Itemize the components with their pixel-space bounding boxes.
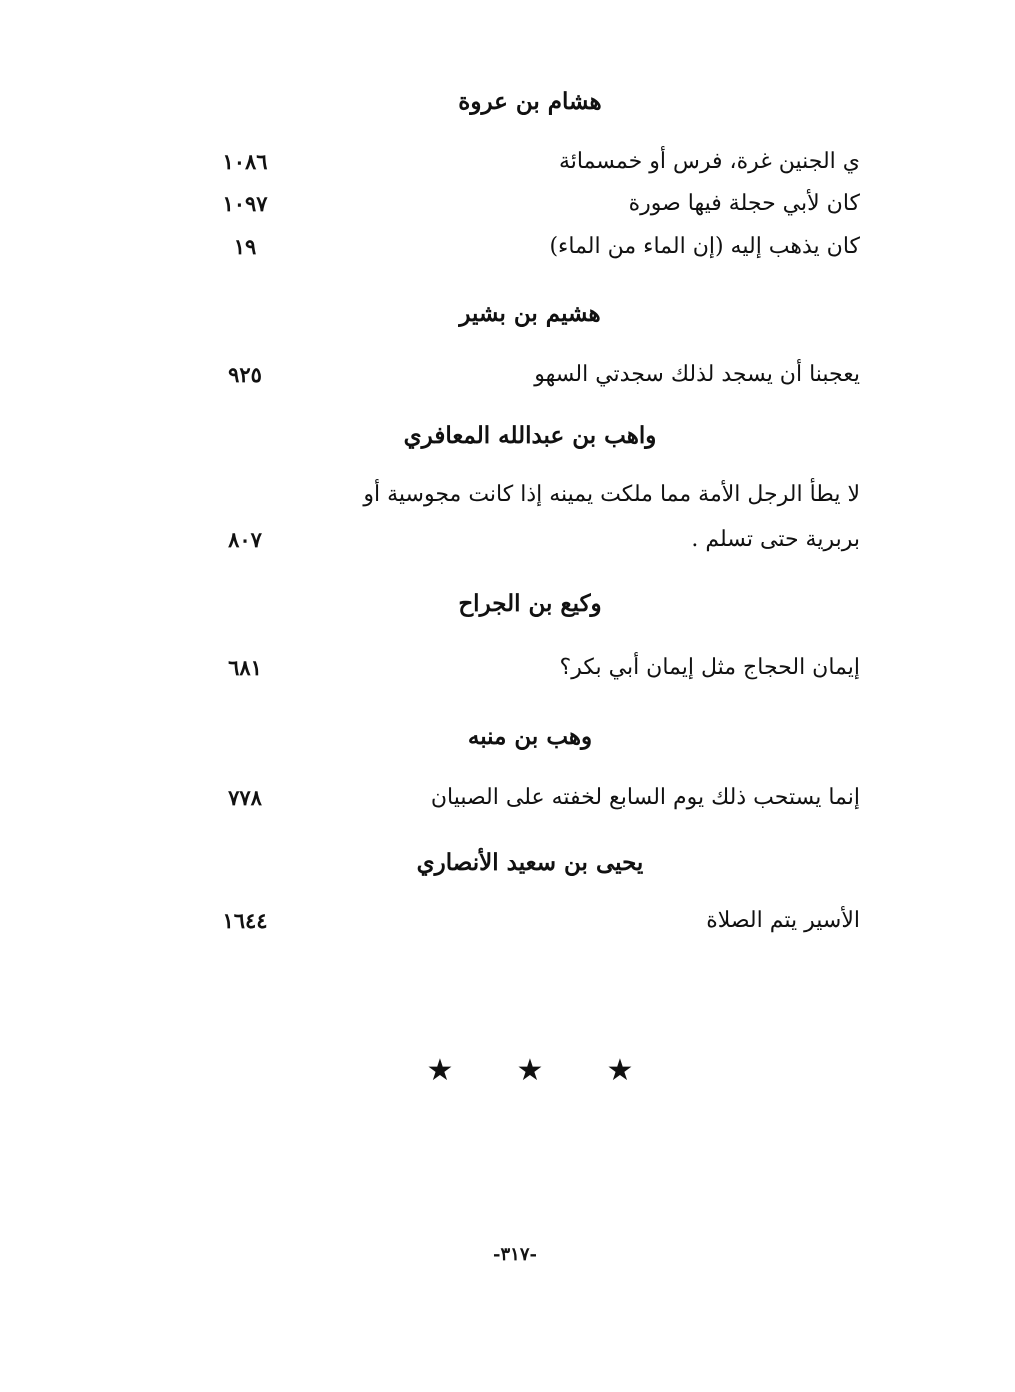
index-entry: [0, 230, 1015, 264]
entry-text: إنما يستحب ذلك يوم السابع لخفته على الصبيان: [430, 785, 860, 810]
section-divider-stars: [420, 1050, 640, 1090]
star-icon: ★: [426, 1052, 454, 1088]
section-heading: واهب بن عبدالله المعافري: [403, 422, 657, 449]
entry-number: ١٦٤٤: [222, 908, 268, 933]
section-heading: يحيى بن سعيد الأنصاري: [416, 849, 644, 876]
section-heading: هشيم بن بشير: [459, 300, 601, 327]
entry-text: لا يطأ الرجل الأمة مما ملكت يمينه إذا كانت مجوسية أو: [363, 482, 860, 507]
star-icon: ★: [606, 1052, 634, 1088]
entry-number: ٧٧٨: [228, 785, 262, 810]
entry-text: يعجبنا أن يسجد لذلك سجدتي السهو: [534, 362, 860, 387]
index-entry: [0, 781, 1015, 815]
page-number: -٣١٧-: [493, 1244, 537, 1265]
index-entry: [0, 145, 1015, 179]
index-entry: [0, 187, 1015, 221]
entry-text: ي الجنين غرة، فرس أو خمسمائة: [558, 149, 860, 174]
entry-text: إيمان الحجاج مثل إيمان أبي بكر؟: [559, 655, 860, 680]
index-entry: [0, 523, 1015, 557]
entry-number: ٩٢٥: [228, 362, 262, 387]
entry-number: ٦٨١: [228, 655, 262, 680]
section-heading: هشام بن عروة: [458, 88, 602, 115]
section-heading: وهب بن منبه: [467, 723, 593, 750]
entry-text: كان يذهب إليه (إن الماء من الماء): [549, 234, 860, 259]
entry-text: الأسير يتم الصلاة: [706, 908, 860, 933]
entry-text: كان لأبي حجلة فيها صورة: [628, 191, 860, 216]
index-entry-line: [0, 478, 1015, 512]
entry-number: ١٠٨٦: [222, 149, 268, 174]
index-entry: [0, 651, 1015, 685]
index-entry: [0, 358, 1015, 392]
star-icon: ★: [516, 1052, 544, 1088]
entry-number: ٨٠٧: [228, 527, 262, 552]
entry-number: ١٠٩٧: [222, 191, 268, 216]
entry-text-continued: بربرية حتى تسلم .: [691, 527, 860, 552]
entry-number: ١٩: [233, 234, 257, 259]
section-heading: وكيع بن الجراح: [458, 590, 602, 617]
index-entry: [0, 904, 1015, 938]
